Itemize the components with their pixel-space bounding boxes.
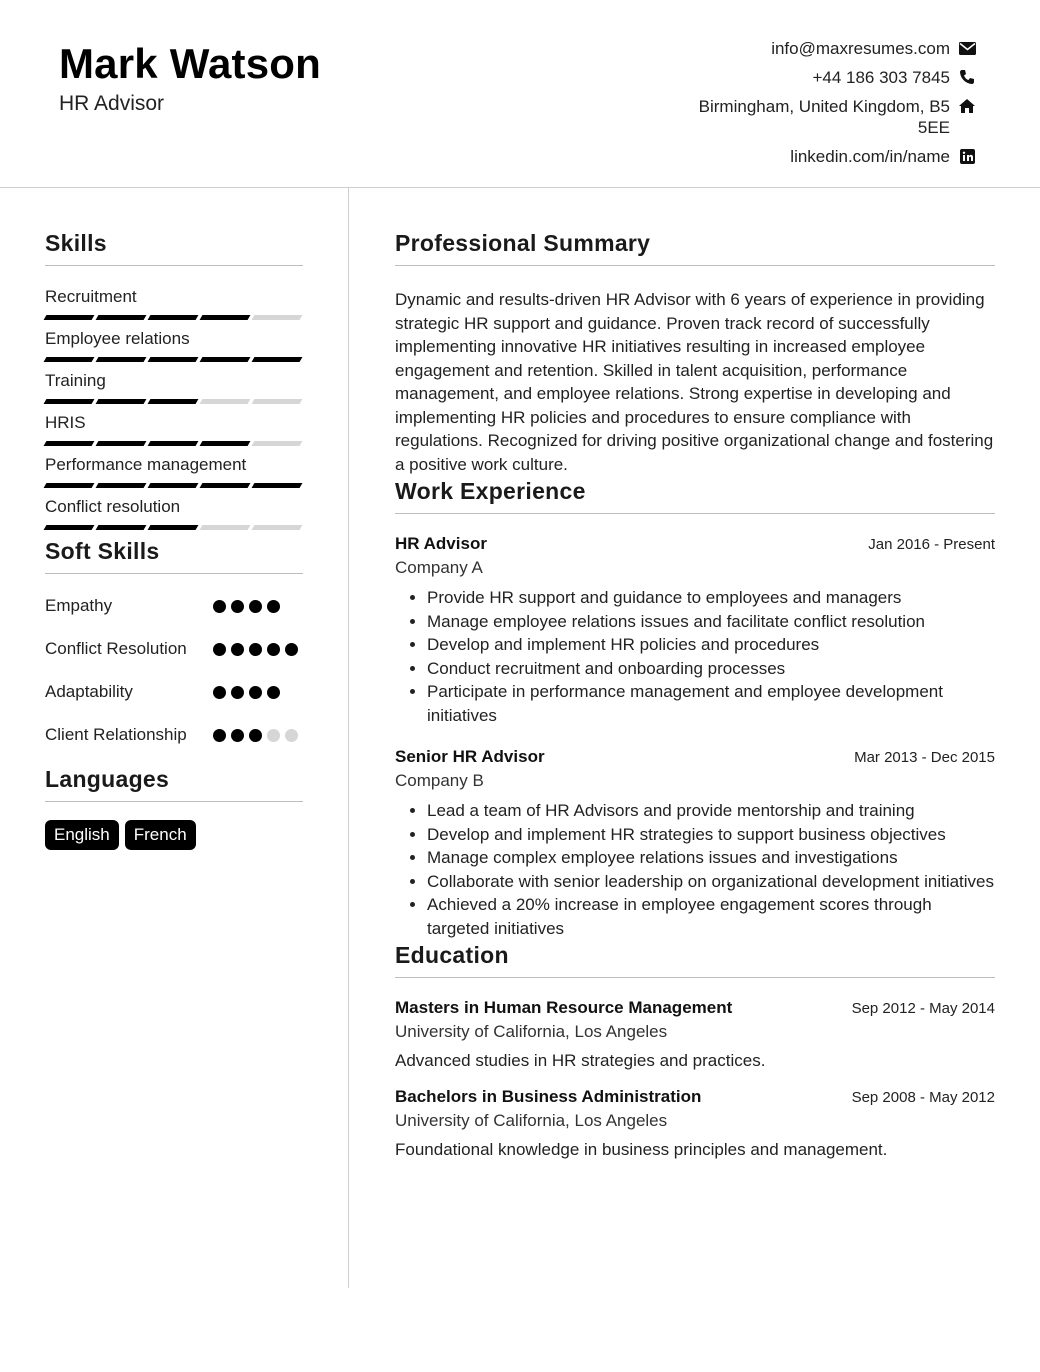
experience-title: Work Experience [395,478,995,514]
rating-dot [213,729,226,742]
skill-name: Performance management [45,455,247,474]
job-bullet: • Collaborate with senior leadership on organizational development initiatives [427,870,995,894]
education-dates: Sep 2008 - May 2012 [851,1089,995,1106]
languages-title: Languages [45,766,303,802]
soft-skill-item [45,594,303,630]
skill-level-segment [44,483,95,488]
education-entry [395,998,995,1071]
skill-item [45,286,303,320]
job-bullet: • Manage complex employee relations issues and investigations [427,846,995,870]
skill-level-segment [200,483,251,488]
education-description: Advanced studies in HR strategies and practices. [395,1051,766,1070]
soft-skill-name: Client Relationship [45,725,187,744]
skill-level-bar [45,483,303,488]
skill-level-segment [44,441,95,446]
summary-text: Dynamic and results-driven HR Advisor with 6 years of experience in providing strategic HR support and guidance. Proven track record of successfully implementing innovative HR initiatives resulting in increased employee engagement and retention. Skilled in talent acquisition, performance management, and employee relations. Strong expertise in developing and implementing HR policies and procedures to ensure compliance with regulations. Recognized for driving positive organizational change and fostering a positive work culture. [395,290,994,474]
skills-title: Skills [45,230,303,266]
contact-address-text: Birmingham, United Kingdom, B5 5EE [698,97,950,137]
rating-dot [249,686,262,699]
envelope-icon [958,39,976,57]
skill-level-bar [45,399,303,404]
rating-dot [231,600,244,613]
skill-level-segment [252,399,303,404]
skill-level-segment [148,399,199,404]
contact-linkedin-text: linkedin.com/in/name [790,147,950,166]
rating-dot [249,600,262,613]
skill-level-segment [148,525,199,530]
rating-dot [285,729,298,742]
skill-level-segment [96,525,147,530]
soft-skill-name: Conflict Resolution [45,639,187,658]
job-entry [395,747,995,940]
job-bullet: • Provide HR support and guidance to employees and managers [427,586,995,610]
skill-level-segment [148,483,199,488]
skill-name: Training [45,371,106,390]
skill-level-segment [252,441,303,446]
languages-list [45,820,303,850]
job-title: HR Advisor [395,534,487,553]
job-bullet: • Develop and implement HR policies and procedures [427,633,995,657]
skill-level-segment [96,399,147,404]
skill-level-bar [45,525,303,530]
skill-level-segment [96,441,147,446]
column-divider [348,188,349,1288]
skill-level-segment [252,315,303,320]
job-entry [395,534,995,727]
education-dates: Sep 2012 - May 2014 [851,1000,995,1017]
rating-dot [267,686,280,699]
job-company: Company A [395,558,483,577]
phone-icon [958,68,976,86]
skill-level-segment [44,315,95,320]
skill-level-bar [45,315,303,320]
skill-level-bar [45,441,303,446]
job-bullet: • Conduct recruitment and onboarding processes [427,657,995,681]
job-dates: Jan 2016 - Present [868,536,995,553]
skill-name: Employee relations [45,329,190,348]
skills-list [45,286,303,530]
rating-dot [267,643,280,656]
job-bullet: • Achieved a 20% increase in employee engagement scores through targeted initiatives [427,893,995,940]
job-dates: Mar 2013 - Dec 2015 [854,749,995,766]
job-header [395,534,995,554]
contact-phone-text: +44 186 303 7845 [812,68,950,87]
soft-skill-name: Adaptability [45,682,133,701]
soft-skill-rating [213,680,303,716]
job-bullet: • Participate in performance management and employee development initiatives [427,680,995,727]
skill-level-segment [200,315,251,320]
soft-skill-name: Empathy [45,596,113,615]
skill-level-segment [252,357,303,362]
language-badge: French [125,820,196,850]
soft-skill-item [45,723,303,759]
rating-dot [285,643,298,656]
job-header [395,747,995,767]
soft-skill-rating [213,594,303,630]
skill-level-segment [200,441,251,446]
contact-list [646,38,976,175]
education-header [395,1087,995,1107]
rating-dot [231,729,244,742]
skill-item [45,496,303,530]
soft-skills-list [45,594,303,759]
contact-linkedin[interactable] [646,146,976,167]
education-title: Education [395,942,995,978]
rating-dot [249,643,262,656]
rating-dot [267,600,280,613]
skill-level-segment [44,525,95,530]
skill-level-segment [44,399,95,404]
skill-level-segment [200,525,251,530]
skill-item [45,454,303,488]
skill-level-segment [200,399,251,404]
rating-dot [267,729,280,742]
right-column [395,230,995,1160]
resume-header [0,0,1040,188]
linkedin-icon [958,147,976,165]
contact-email[interactable] [646,38,976,59]
skill-level-segment [148,315,199,320]
skill-level-segment [148,357,199,362]
contact-phone[interactable] [646,67,976,88]
skill-level-segment [96,357,147,362]
education-description: Foundational knowledge in business principles and management. [395,1140,888,1159]
candidate-role: HR Advisor [59,92,165,115]
skill-level-segment [252,483,303,488]
job-bullets [395,799,995,940]
job-bullets [395,586,995,727]
skill-name: Recruitment [45,287,137,306]
skill-name: Conflict resolution [45,497,181,516]
rating-dot [231,643,244,656]
education-degree: Masters in Human Resource Management [395,998,733,1017]
job-bullet: • Develop and implement HR strategies to support business objectives [427,823,995,847]
soft-skills-title: Soft Skills [45,538,303,574]
soft-skill-rating [213,637,303,673]
skill-level-segment [252,525,303,530]
job-company: Company B [395,771,484,790]
skill-level-segment [96,315,147,320]
education-header [395,998,995,1018]
language-badge: English [45,820,119,850]
soft-skill-rating [213,723,303,759]
education-degree: Bachelors in Business Administration [395,1087,702,1106]
summary-title: Professional Summary [395,230,995,266]
skill-level-segment [44,357,95,362]
skill-name: HRIS [45,413,86,432]
soft-skill-item [45,680,303,716]
rating-dot [249,729,262,742]
job-bullet: • Lead a team of HR Advisors and provide mentorship and training [427,799,995,823]
skill-item [45,370,303,404]
education-list [395,998,995,1160]
job-title: Senior HR Advisor [395,747,545,766]
candidate-name: Mark Watson [59,40,322,87]
soft-skill-item [45,637,303,673]
education-entry [395,1087,995,1160]
skill-level-segment [96,483,147,488]
rating-dot [213,686,226,699]
education-school: University of California, Los Angeles [395,1111,668,1130]
skill-level-segment [200,357,251,362]
skill-item [45,328,303,362]
rating-dot [213,600,226,613]
job-bullet: • Manage employee relations issues and facilitate conflict resolution [427,610,995,634]
rating-dot [213,643,226,656]
contact-email-text: info@maxresumes.com [771,39,950,58]
skill-item [45,412,303,446]
education-school: University of California, Los Angeles [395,1022,668,1041]
experience-list [395,534,995,940]
skill-level-segment [148,441,199,446]
skill-level-bar [45,357,303,362]
rating-dot [231,686,244,699]
contact-address [646,96,976,138]
left-column [45,230,303,850]
home-icon [958,97,976,115]
